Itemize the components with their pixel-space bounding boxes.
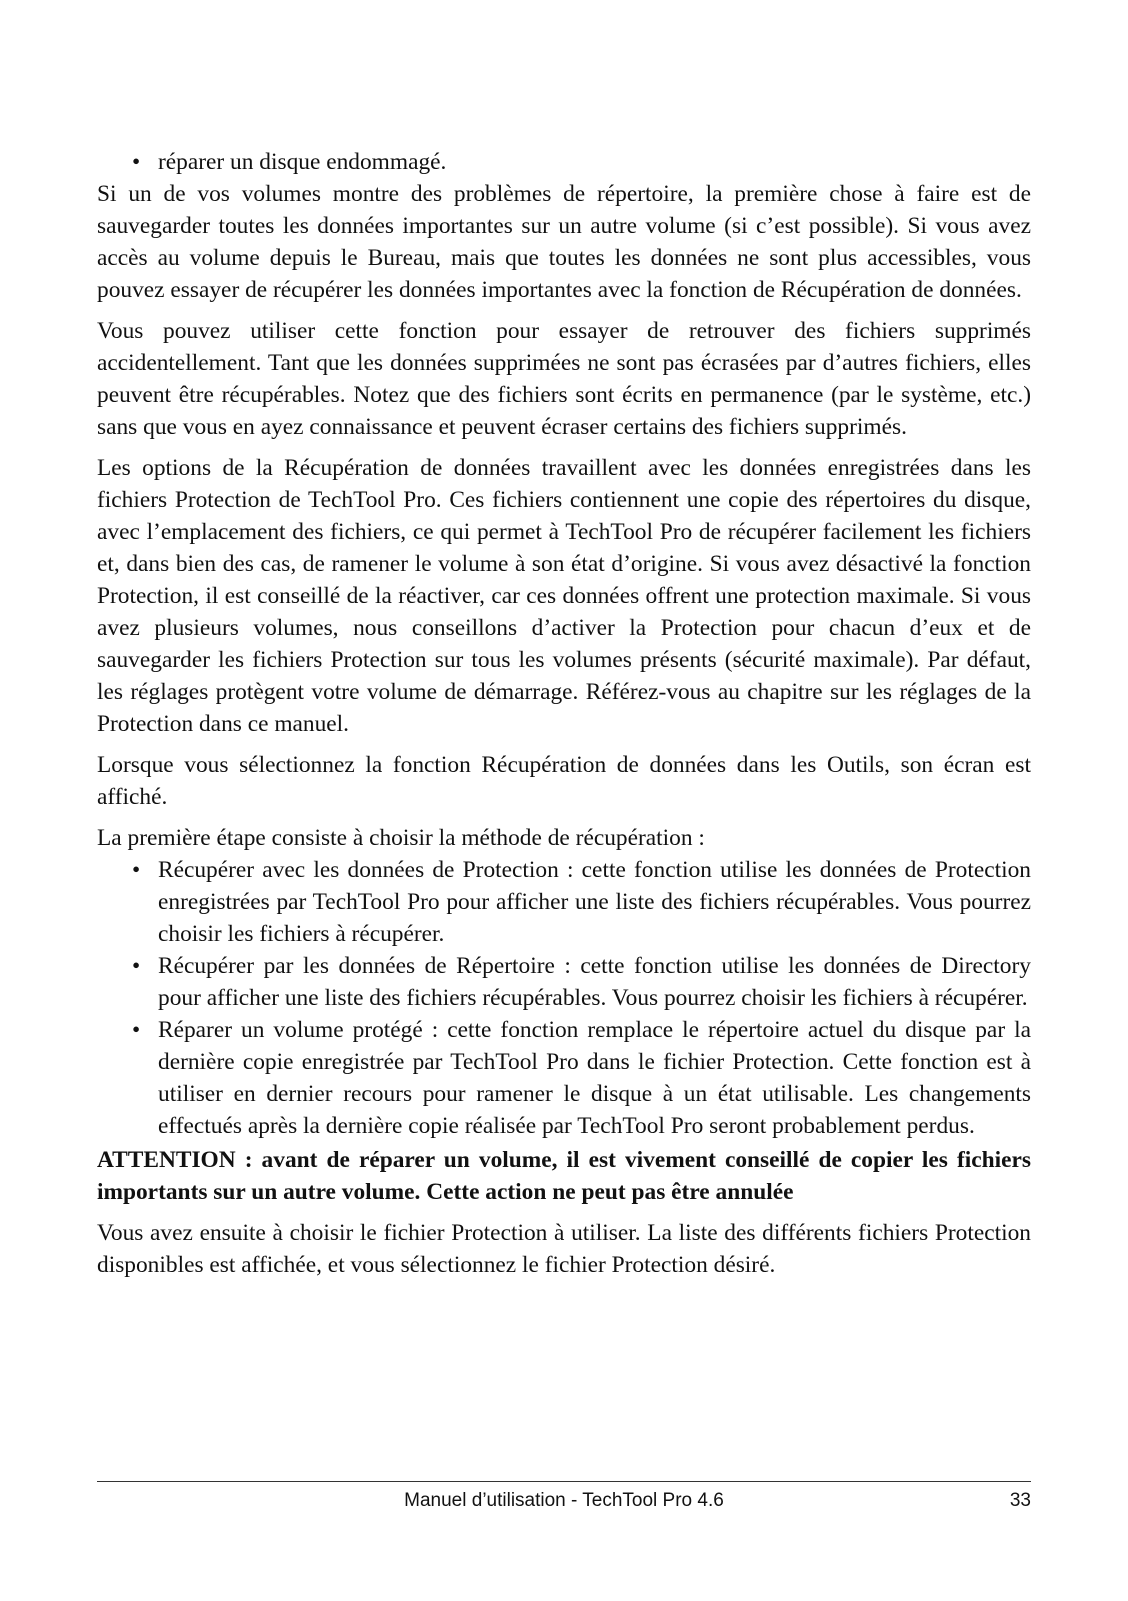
list-item	[97, 1014, 1031, 1142]
paragraph-select-function: Lorsque vous sélectionnez la fonction Récupération de données dans les Outils, son écran est affiché.	[97, 752, 1031, 810]
page-number: 33	[1009, 1490, 1031, 1511]
paragraph-protection-files: Les options de la Récupération de données travaillent avec les données enregistrées dans les fichiers Protection de TechTool Pro. Ces fichiers contiennent une copie des répertoires du disque, avec l’emplacement des fichiers, ce qui permet à TechTool Pro de récupérer facilement les fichiers et, dans bien des cas, de ramener le volume à son état d’origine. Si vous avez désactivé la fonction Protection, il est conseillé de la réactiver, car ces données offrent une protection maximale. Si vous avez plusieurs volumes, nous conseillons d’activer la Protection pour chacun d’eux et de sauvegarder les fichiers Protection sur tous les volumes présents (sécurité maximale). Par défaut, les réglages protègent votre volume de démarrage. Référez-vous au chapitre sur les réglages de la Protection dans ce manuel.	[97, 455, 1031, 737]
footer-title: Manuel d’utilisation - TechTool Pro 4.6	[404, 1490, 724, 1511]
bullet-glyph: •	[132, 149, 141, 175]
list-item-text: Récupérer avec les données de Protection : cette fonction utilise les données de Protection enregistrées par TechTool Pro pour afficher une liste des fichiers récupérables. Vous pourrez choisir les fichiers à récupérer.	[158, 857, 1031, 947]
paragraph-directory-problems: Si un de vos volumes montre des problèmes de répertoire, la première chose à faire est de sauvegarder toutes les données importantes sur un autre volume (si c’est possible). Si vous avez accès au volume depuis le Bureau, mais que toutes les données ne sont plus accessibles, vous pouvez essayer de récupérer les données importantes avec la fonction de Récupération de données.	[97, 181, 1031, 303]
list-item-text: Récupérer par les données de Répertoire : cette fonction utilise les données de Directory pour afficher une liste des fichiers récupérables. Vous pourrez choisir les fichiers à récupérer.	[158, 953, 1031, 1011]
list-item	[97, 950, 1031, 1014]
recovery-methods-list	[97, 854, 1031, 1142]
bullet-glyph: •	[132, 857, 141, 883]
bullet-glyph: •	[132, 953, 141, 979]
list-item	[97, 146, 1031, 178]
paragraph-first-step: La première étape consiste à choisir la méthode de récupération :	[97, 825, 705, 851]
list-item-text: Réparer un volume protégé : cette fonction remplace le répertoire actuel du disque par la dernière copie enregistrée par TechTool Pro dans le fichier Protection. Cette fonction est à utiliser en dernier recours pour ramener le disque à un état utilisable. Les changements effectués après la dernière copie réalisée par TechTool Pro seront probablement perdus.	[158, 1017, 1031, 1139]
list-item-text: réparer un disque endommagé.	[158, 149, 447, 175]
page-footer	[97, 1490, 1031, 1516]
page-body	[97, 146, 1031, 1290]
paragraph-deleted-files: Vous pouvez utiliser cette fonction pour essayer de retrouver des fichiers supprimés accidentellement. Tant que les données supprimées ne sont pas écrasées par d’autres fichiers, elles peuvent être récupérables. Notez que des fichiers sont écrits en permanence (par le système, etc.) sans que vous en ayez connaissance et peuvent écraser certains des fichiers supprimés.	[97, 318, 1031, 440]
paragraph-choose-protection-file: Vous avez ensuite à choisir le fichier Protection à utiliser. La liste des différents fichiers Protection disponibles est affichée, et vous sélectionnez le fichier Protection désiré.	[97, 1220, 1031, 1278]
bullet-glyph: •	[132, 1017, 141, 1043]
attention-warning: ATTENTION : avant de réparer un volume, il est vivement conseillé de copier les fichiers importants sur un autre volume. Cette action ne peut pas être annulée	[97, 1147, 1031, 1205]
list-item	[97, 854, 1031, 950]
footer-divider	[97, 1481, 1031, 1482]
intro-bullet-list	[97, 146, 1031, 178]
